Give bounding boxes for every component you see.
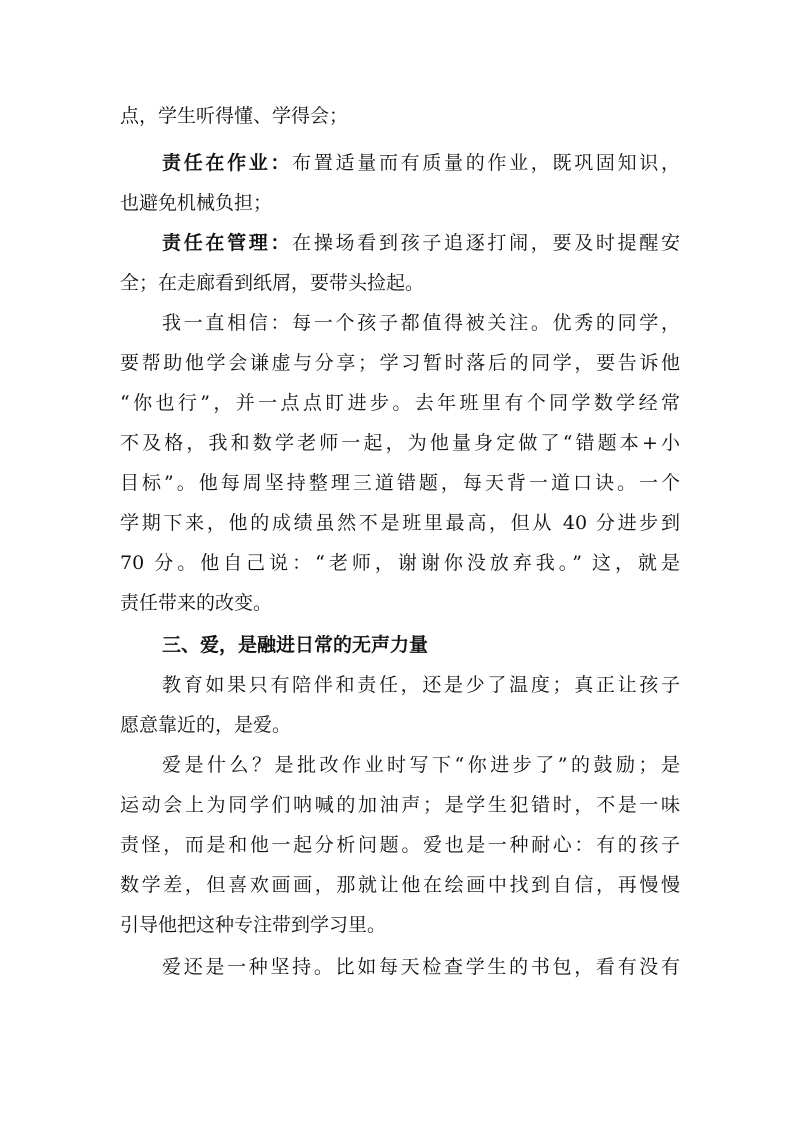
paragraph-line xyxy=(162,670,680,700)
paragraph-line xyxy=(120,588,680,618)
line-text: 全；在走廊看到纸屑，要带头捡起。 xyxy=(120,272,425,294)
line-text: 教育如果只有陪伴和责任，还是少了温度；真正让孩子 xyxy=(162,674,680,696)
line-text: 引导他把这种专注带到学习里。 xyxy=(120,914,387,936)
paragraph-line xyxy=(162,952,680,982)
line-text: 不及格，我和数学老师一起，为他量身定做了“错题本+小 xyxy=(120,432,680,454)
bold-label: 责任在作业： xyxy=(162,152,293,174)
paragraph-line xyxy=(162,750,680,780)
line-text: 布置适量而有质量的作业，既巩固知识， xyxy=(292,152,680,174)
paragraph-line xyxy=(120,388,680,418)
line-text: 责怪，而是和他一起分析问题。爱也是一种耐心：有的孩子 xyxy=(120,834,680,856)
line-text: 我一直相信：每一个孩子都值得被关注。优秀的同学， xyxy=(162,312,680,334)
paragraph-line xyxy=(120,548,680,578)
paragraph-line xyxy=(120,790,680,820)
line-text: 数学差，但喜欢画画，那就让他在绘画中找到自信，再慢慢 xyxy=(120,874,680,896)
line-text: 点，学生听得懂、学得会； xyxy=(120,105,349,127)
paragraph-line xyxy=(120,428,680,458)
paragraph-line xyxy=(120,101,680,131)
line-text: 愿意靠近的，是爱。 xyxy=(120,714,292,736)
paragraph-line xyxy=(120,508,680,538)
paragraph-line xyxy=(120,870,680,900)
line-text: 在操场看到孩子追逐打闹，要及时提醒安 xyxy=(292,232,680,254)
paragraph-line xyxy=(162,308,680,338)
line-text: 爱是什么？是批改作业时写下“你进步了”的鼓励；是 xyxy=(162,754,680,776)
line-text: 70 分。他自己说：“老师，谢谢你没放弃我。” 这，就是 xyxy=(120,552,680,574)
paragraph-line xyxy=(120,188,680,218)
line-text: 也避免机械负担； xyxy=(120,192,273,214)
line-text: “你也行”，并一点点盯进步。去年班里有个同学数学经常 xyxy=(120,392,680,414)
line-text: 运动会上为同学们呐喊的加油声；是学生犯错时，不是一味 xyxy=(120,794,680,816)
paragraph-line xyxy=(120,830,680,860)
paragraph-line xyxy=(162,228,680,258)
line-text: 目标”。他每周坚持整理三道错题，每天背一道口诀。一个 xyxy=(120,472,680,494)
paragraph-line xyxy=(120,348,680,378)
line-text: 爱还是一种坚持。比如每天检查学生的书包，看有没有 xyxy=(162,956,680,978)
bold-label: 责任在管理： xyxy=(162,232,293,254)
paragraph-line xyxy=(120,268,680,298)
paragraph-line xyxy=(162,148,680,178)
line-text: 要帮助他学会谦虚与分享；学习暂时落后的同学，要告诉他 xyxy=(120,352,680,374)
line-text: 责任带来的改变。 xyxy=(120,592,273,614)
section-heading xyxy=(162,630,680,660)
line-text: 学期下来，他的成绩虽然不是班里最高，但从 40 分进步到 xyxy=(120,512,680,534)
paragraph-line xyxy=(120,710,680,740)
paragraph-line xyxy=(120,468,680,498)
paragraph-line xyxy=(120,910,680,940)
heading-text: 三、爱，是融进日常的无声力量 xyxy=(162,634,429,656)
